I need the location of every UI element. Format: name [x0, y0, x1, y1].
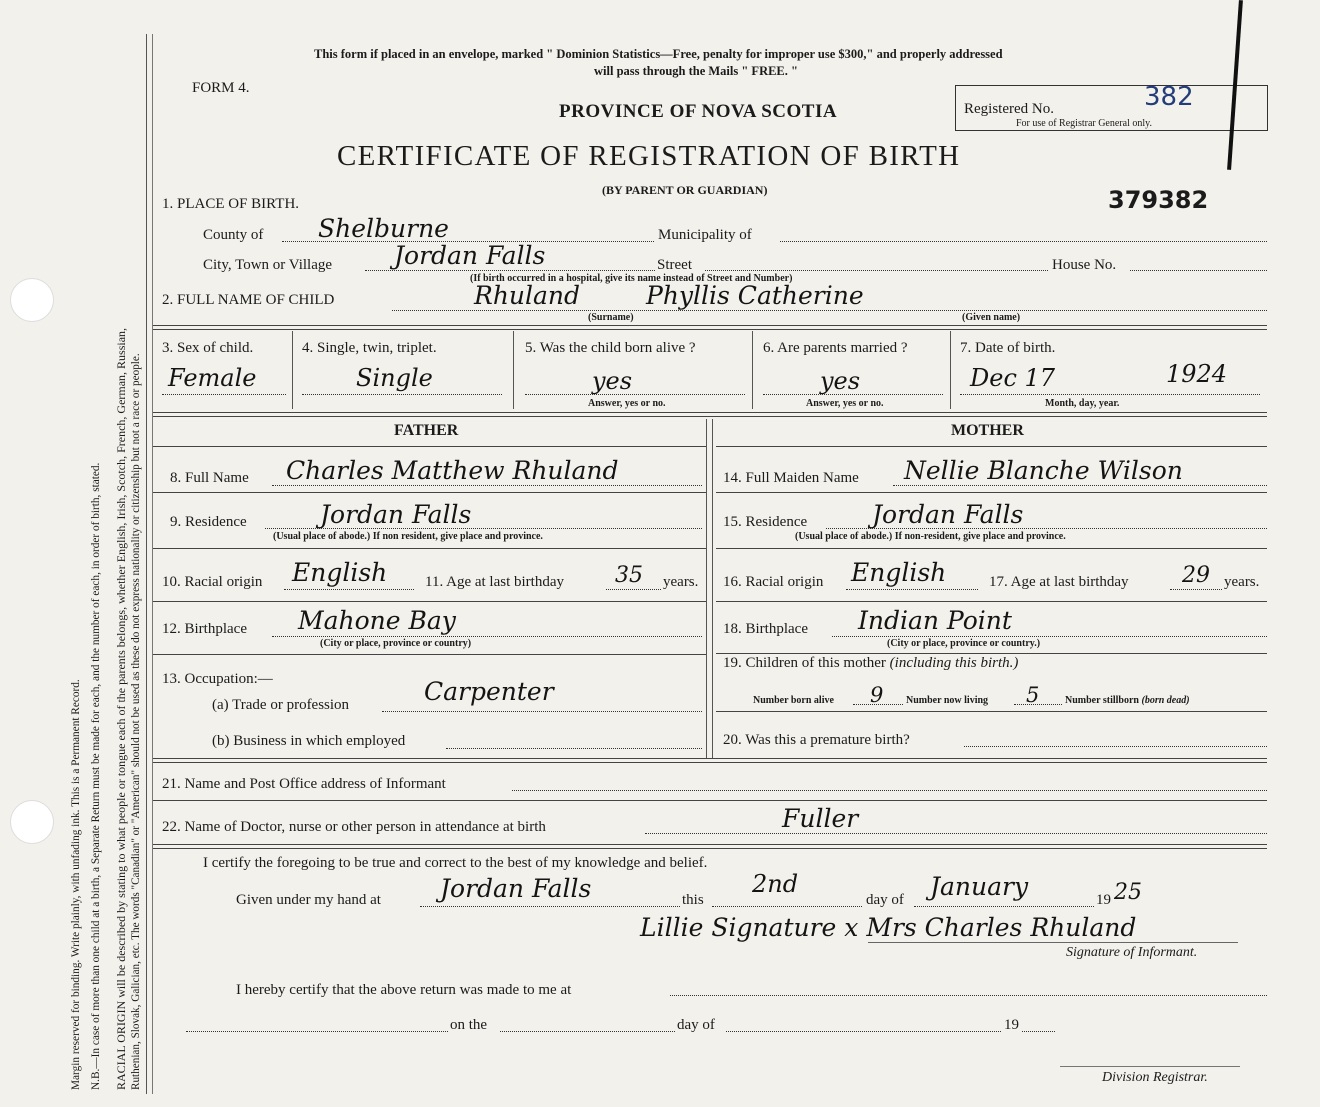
- year-prefix: 19: [1096, 892, 1111, 908]
- month-value: January: [930, 872, 1029, 901]
- children-label-text: 19. Children of this mother: [723, 655, 886, 671]
- registrar-certify-label: I hereby certify that the above return was made to me at: [236, 982, 572, 998]
- mother-age-line: [1170, 589, 1222, 590]
- mother-heading: MOTHER: [951, 422, 1024, 439]
- father-residence-label: 9. Residence: [170, 514, 247, 530]
- father-name-line: [272, 485, 702, 486]
- day-of-label: day of: [866, 892, 904, 908]
- child-given-name: Phyllis Catherine: [646, 281, 864, 310]
- mother-residence-caption: (Usual place of abode.) If non-resident, give place and province.: [795, 531, 1066, 542]
- trade-value: Carpenter: [424, 677, 554, 706]
- father-heading-rule: [153, 446, 706, 447]
- registrar-day-of: day of: [677, 1017, 715, 1033]
- sex-value: Female: [168, 364, 257, 392]
- father-birthplace-label: 12. Birthplace: [162, 621, 247, 637]
- row3-divider-1: [292, 331, 293, 409]
- mother-rule-3: [716, 601, 1267, 602]
- house-number-label: House No.: [1052, 257, 1117, 273]
- plurality-value: Single: [356, 364, 433, 392]
- mother-birthplace-label: 18. Birthplace: [723, 621, 808, 637]
- province-heading: PROVINCE OF NOVA SCOTIA: [559, 101, 838, 122]
- father-rule-3: [153, 601, 706, 602]
- dob-line: [960, 394, 1260, 395]
- this-label: this: [682, 892, 704, 908]
- father-name-label: 8. Full Name: [170, 470, 249, 486]
- margin-racial-note-2: Ruthenian, Slovak, Galician, etc. The words "Canadian" or "American" should not be used as these do not express nationality or citizenship but not a race or people.: [130, 353, 142, 1090]
- father-rule-1: [153, 492, 706, 493]
- father-rule-4: [153, 654, 706, 655]
- mother-name-value: Nellie Blanche Wilson: [904, 456, 1183, 485]
- municipality-label: Municipality of: [658, 227, 752, 243]
- born-alive-count-label: Number born alive: [753, 695, 834, 706]
- serial-number: 379382: [1108, 186, 1209, 214]
- mother-heading-rule: [716, 446, 1267, 447]
- street-label: Street: [657, 257, 692, 273]
- father-age-value: 35: [615, 563, 643, 588]
- row3-divider-3: [752, 331, 753, 409]
- parent-divider-b: [712, 419, 713, 759]
- mother-birthplace-line: [832, 636, 1267, 637]
- mother-rule-2: [716, 548, 1267, 549]
- surname-caption: (Surname): [588, 312, 634, 323]
- mother-residence-value: Jordan Falls: [872, 500, 1024, 529]
- father-racial-label: 10. Racial origin: [162, 574, 263, 590]
- margin-binding-note: Margin reserved for binding. Write plainly, with unfading ink. This is a Permanent Record.: [70, 679, 82, 1090]
- father-age-line: [606, 589, 661, 590]
- mother-racial-label: 16. Racial origin: [723, 574, 824, 590]
- born-alive-count-value: 9: [870, 683, 884, 707]
- postal-notice-line-2: will pass through the Mails " FREE. ": [594, 64, 798, 78]
- registrar-location-line: [186, 1031, 448, 1032]
- hospital-note: (If birth occurred in a hospital, give its name instead of Street and Number): [470, 273, 793, 284]
- father-racial-value: English: [292, 558, 388, 587]
- born-alive-label: 5. Was the child born alive ?: [525, 340, 696, 356]
- father-birthplace-line: [272, 636, 702, 637]
- parent-divider-a: [706, 419, 707, 759]
- postal-notice-line-1: This form if placed in an envelope, marked " Dominion Statistics—Free, penalty for improper use $300," and properly addressed: [314, 47, 1003, 61]
- month-line: [914, 906, 1094, 907]
- father-birthplace-caption: (City or place, province or country): [320, 638, 472, 649]
- binding-hole-top: [10, 278, 54, 322]
- certificate-subtitle: (BY PARENT OR GUARDIAN): [602, 183, 768, 197]
- born-alive-line: [525, 394, 745, 395]
- child-name-label: 2. FULL NAME OF CHILD: [162, 292, 335, 308]
- city-value: Jordan Falls: [394, 241, 546, 270]
- binding-hole-bottom: [10, 800, 54, 844]
- dob-label: 7. Date of birth.: [960, 340, 1056, 356]
- trade-line: [382, 711, 702, 712]
- given-under-hand-label: Given under my hand at: [236, 892, 381, 908]
- stillborn-label: [1065, 695, 1190, 706]
- business-label: (b) Business in which employed: [212, 733, 406, 749]
- child-surname: Rhuland: [474, 281, 581, 310]
- day-line: [712, 906, 862, 907]
- registrar-place-line: [670, 995, 1267, 996]
- given-place-line: [420, 906, 680, 907]
- mother-name-label: 14. Full Maiden Name: [723, 470, 859, 486]
- doctor-value: Fuller: [782, 804, 859, 833]
- day-value: 2nd: [752, 870, 799, 898]
- informant-signature: Lillie Signature x Mrs Charles Rhuland: [640, 913, 1137, 942]
- mother-birthplace-value: Indian Point: [858, 606, 1012, 635]
- year-value: 25: [1114, 880, 1142, 905]
- father-name-value: Charles Matthew Rhuland: [286, 456, 619, 485]
- dob-year: 1924: [1166, 360, 1228, 388]
- trade-label: (a) Trade or profession: [212, 697, 350, 713]
- married-label: 6. Are parents married ?: [763, 340, 908, 356]
- father-residence-value: Jordan Falls: [320, 500, 472, 529]
- given-name-caption: (Given name): [962, 312, 1021, 323]
- father-racial-line: [284, 589, 414, 590]
- informant-label: 21. Name and Post Office address of Informant: [162, 776, 446, 792]
- section-divider-1: [153, 325, 1267, 330]
- married-value: yes: [820, 367, 861, 395]
- father-years: years.: [663, 574, 699, 590]
- municipality-line: [780, 241, 1267, 242]
- mother-birthplace-caption: (City or place, province or country.): [887, 638, 1041, 649]
- mother-rule-5: [716, 711, 1267, 712]
- row3-divider-2: [513, 331, 514, 409]
- business-line: [446, 748, 702, 749]
- plurality-line: [302, 394, 502, 395]
- doctor-label: 22. Name of Doctor, nurse or other person in attendance at birth: [162, 819, 546, 835]
- father-rule-2: [153, 548, 706, 549]
- margin-nb-note: N.B.—In case of more than one child at a birth, a Separate Return must be made for each, and the number of each, in order of birth, stated.: [90, 462, 102, 1090]
- rule-21: [153, 800, 1267, 801]
- section-divider-3: [153, 758, 1267, 763]
- section-divider-4: [153, 844, 1267, 849]
- certificate-title: CERTIFICATE OF REGISTRATION OF BIRTH: [337, 140, 961, 172]
- section-divider-2: [153, 412, 1267, 417]
- premature-line: [964, 746, 1267, 747]
- place-of-birth-label: 1. PLACE OF BIRTH.: [162, 196, 300, 212]
- city-line: [365, 270, 655, 271]
- registrar-signature-caption: Division Registrar.: [1102, 1070, 1208, 1085]
- now-living-label: Number now living: [906, 695, 989, 706]
- father-birthplace-value: Mahone Bay: [298, 606, 456, 635]
- mother-racial-line: [846, 589, 978, 590]
- registered-box: [955, 82, 1268, 131]
- sex-label: 3. Sex of child.: [162, 340, 254, 356]
- registrar-use-note: For use of Registrar General only.: [1016, 118, 1152, 129]
- signature-line: [868, 942, 1238, 943]
- row3-divider-4: [950, 331, 951, 409]
- form-number: FORM 4.: [192, 80, 250, 96]
- mother-age-value: 29: [1182, 563, 1210, 588]
- born-alive-value: yes: [592, 367, 633, 395]
- registered-number: 382: [1144, 82, 1194, 112]
- children-label-italic: (including this birth.): [889, 655, 1019, 671]
- child-name-line: [392, 310, 1267, 311]
- certify-statement: I certify the foregoing to be true and correct to the best of my knowledge and belief.: [203, 855, 708, 871]
- margin-racial-note-1: RACIAL ORIGIN will be described by stating to what people or tongue each of the parents belongs, whether English, Irish, Scotch, French, German, Russian,: [114, 327, 128, 1090]
- registrar-year-prefix: 19: [1004, 1017, 1019, 1033]
- binding-margin-line: [146, 34, 147, 1094]
- father-residence-caption: (Usual place of abode.) If non resident, give place and province.: [273, 531, 543, 542]
- father-heading: FATHER: [394, 422, 459, 439]
- father-age-label: 11. Age at last birthday: [425, 574, 564, 590]
- house-number-line: [1130, 270, 1267, 271]
- sex-line: [162, 394, 286, 395]
- binding-margin-line-2: [152, 34, 153, 1094]
- given-place-value: Jordan Falls: [440, 874, 592, 903]
- plurality-label: 4. Single, twin, triplet.: [302, 340, 437, 356]
- children-label: [723, 655, 1018, 672]
- stillborn-label-italic: (born dead): [1141, 695, 1190, 706]
- stillborn-label-text: Number stillborn: [1065, 695, 1139, 706]
- street-line: [705, 270, 1048, 271]
- county-label: County of: [203, 227, 264, 243]
- signature-caption: Signature of Informant.: [1066, 945, 1198, 960]
- county-value: Shelburne: [318, 214, 449, 243]
- married-line: [763, 394, 943, 395]
- dob-caption: Month, day, year.: [1045, 398, 1120, 409]
- doctor-line: [645, 833, 1267, 834]
- city-label: City, Town or Village: [203, 257, 333, 273]
- now-living-value: 5: [1026, 683, 1040, 707]
- premature-label: 20. Was this a premature birth?: [723, 732, 910, 748]
- mother-racial-value: English: [851, 558, 947, 587]
- mother-rule-1: [716, 492, 1267, 493]
- informant-line: [512, 790, 1267, 791]
- mother-residence-label: 15. Residence: [723, 514, 808, 530]
- married-caption: Answer, yes or no.: [806, 398, 884, 409]
- registered-label: Registered No.: [964, 101, 1054, 117]
- mother-years: years.: [1224, 574, 1260, 590]
- dob-value: Dec 17: [970, 364, 1056, 392]
- mother-rule-4: [716, 653, 1267, 654]
- mother-name-line: [893, 485, 1267, 486]
- occupation-label: 13. Occupation:—: [162, 671, 273, 687]
- mother-age-label: 17. Age at last birthday: [989, 574, 1129, 590]
- registrar-month-line: [726, 1031, 1001, 1032]
- registrar-signature-line: [1060, 1066, 1240, 1067]
- registrar-day-line: [500, 1031, 675, 1032]
- registrar-on-the: on the: [450, 1017, 488, 1033]
- registrar-year-line: [1022, 1031, 1055, 1032]
- born-alive-caption: Answer, yes or no.: [588, 398, 666, 409]
